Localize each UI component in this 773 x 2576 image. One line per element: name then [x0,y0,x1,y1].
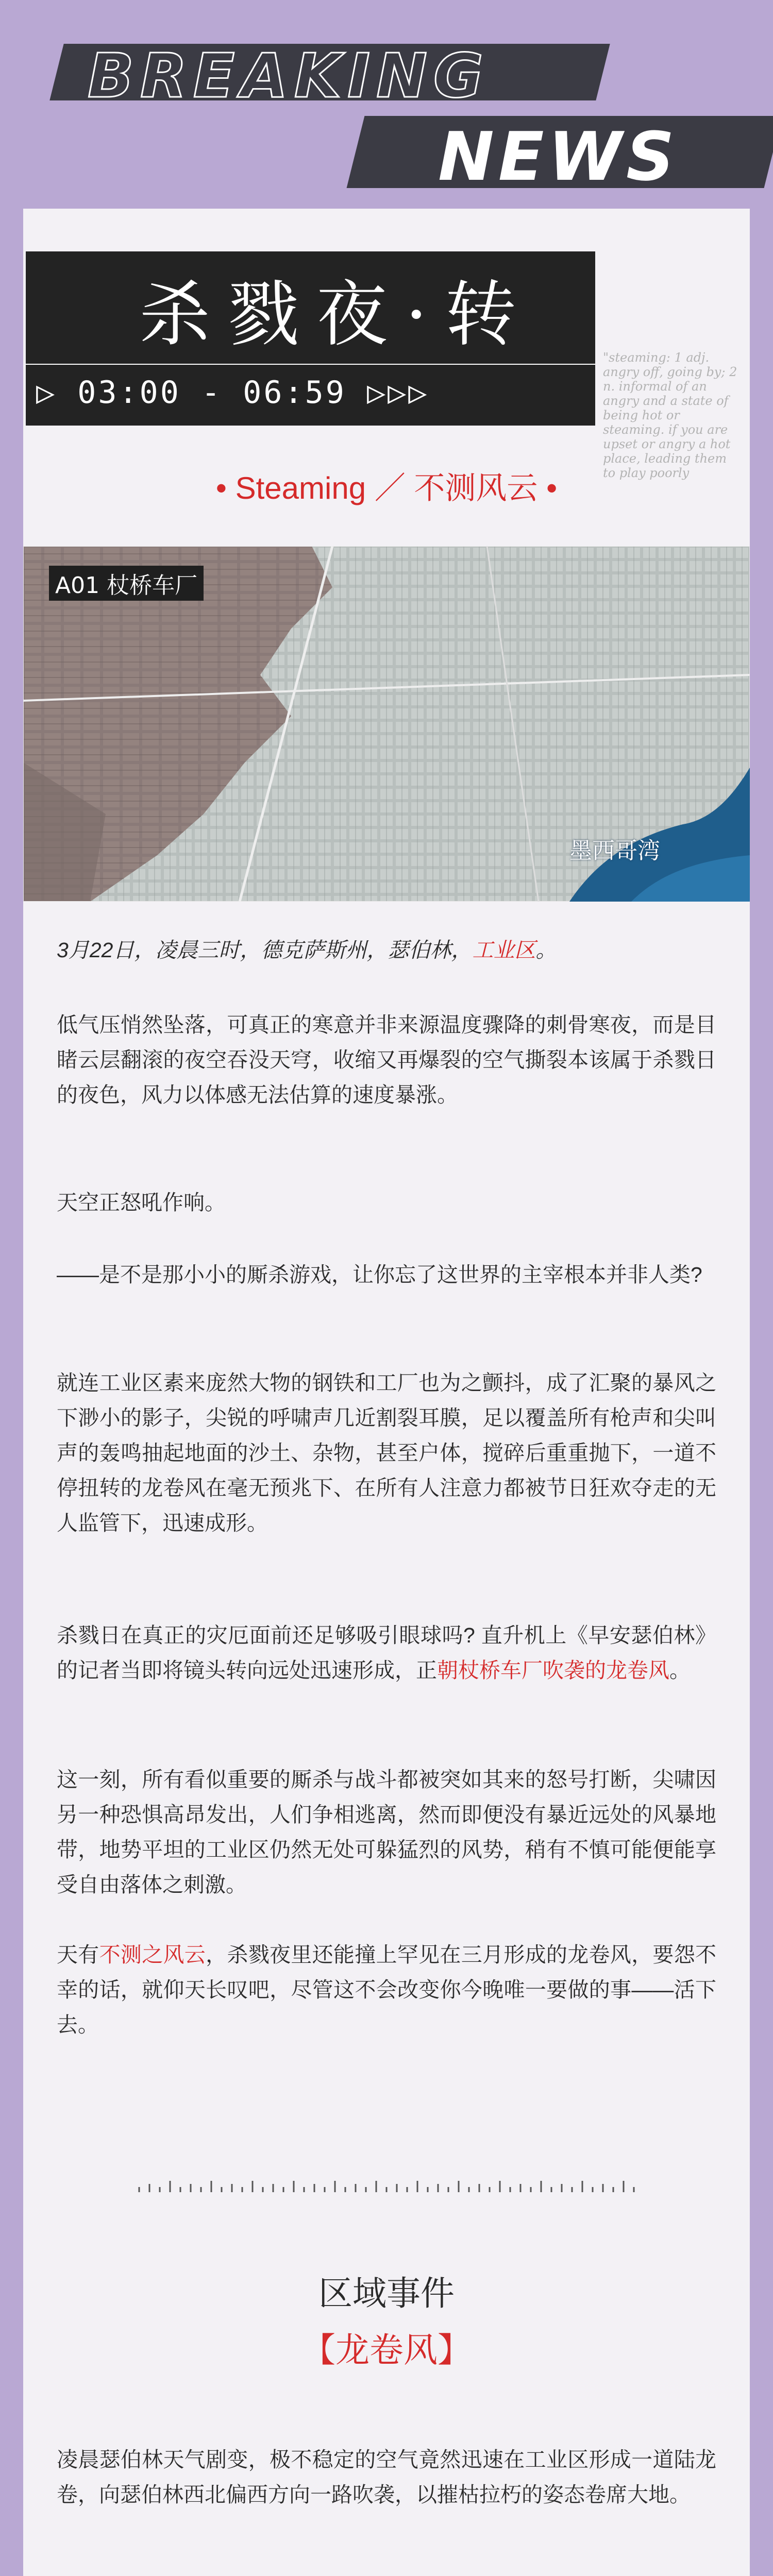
paragraph-2: 天空正怒吼作响。 [57,1191,226,1214]
subtitle-right: 不测风云 • [414,471,558,505]
date-place: 工业区 [472,938,536,962]
map-bay-label: 墨西哥湾 [569,838,660,863]
p7-text-b: ，杀戮夜里还能撞上罕见在三月形成的龙卷风，要怨不幸的话，就仰天长叹吧，尽管这不会改变你今晚唯一要做的事——活下去。 [57,1943,717,2037]
map-location-tag: A01 杖桥车厂 [49,566,204,601]
subtitle [0,464,773,508]
subtitle-left: • Steaming ／ [215,471,414,505]
page-title: 杀戮夜·转 [139,273,534,356]
date-end: 。 [535,938,557,962]
paragraph-7 [57,1937,716,2042]
p7-highlight: 不测之风云 [99,1943,206,1967]
section-subtitle: 【龙卷风】 [301,2331,472,2369]
paragraph-4: 就连工业区素来庞然大物的钢铁和工厂也为之颤抖，成了汇聚的暴风之下渺小的影子，尖锐的呼啸声几近割裂耳膜，足以覆盖所有枪声和尖叫声的轰鸣抽起地面的沙土、杂物，甚至户体，搅碎后重重抛下，一道不停扭转的龙卷风在毫无预兆下、在所有人注意力都被节日狂欢夺走的无人监管下，迅速成形。 [57,1371,716,1535]
section-title: 区域事件 [318,2274,455,2312]
side-note: "steaming: 1 adj. angry off, going by; 2 n. informal of an angry and a state of being hot or steaming. if you are upset or angry a hot place, leading them to play poorly [603,350,737,480]
section-divider [134,2177,639,2197]
date-text: 3月22日，凌晨三时，德克萨斯州，瑟伯林， [57,938,473,962]
paragraph-3: ——是不是那小小的厮杀游戏，让你忘了这世界的主宰根本并非人类? [57,1263,702,1286]
paragraph-6: 这一刻，所有看似重要的厮杀与战斗都被突如其来的怒号打断，尖啸因另一种恐惧高昂发出，人们争相逃离，然而即便没有暴近远处的风暴地带，地势平坦的工业区仍然无处可躲猛烈的风势，稍有不慎可能便能享受自由落体之刺激。 [57,1768,716,1896]
p5-text-a: 杀戮日在真正的灾厄面前还足够吸引眼球吗? 直升机上《早安瑟伯林》的记者当即将镜头转向远处迅速形成，正 [57,1623,716,1682]
date-line [57,933,716,968]
p5-highlight: 朝杖桥车厂吹袭的龙卷风 [437,1658,669,1682]
news-title: NEWS [438,117,679,196]
breaking-title: BREAKING [88,40,490,111]
time-range: ▷ 03:00 - 06:59 ▷▷▷ [36,375,429,411]
section-paragraph-1: 凌晨瑟伯林天气剧变，极不稳定的空气竟然迅速在工业区形成一道陆龙卷，向瑟伯林西北偏西方向一路吹袭，以摧枯拉朽的姿态卷席大地。 [57,2448,716,2506]
p7-text-a: 天有 [57,1943,99,1967]
p5-text-b: 。 [669,1658,691,1682]
paragraph-5 [57,1618,716,1688]
paragraph-1: 低气压悄然坠落，可真正的寒意并非来源温度骤降的刺骨寒夜，而是目睹云层翻滚的夜空吞没天穹，收缩又再爆裂的空气撕裂本该属于杀戮日的夜色，风力以体感无法估算的速度暴涨。 [57,1013,716,1107]
